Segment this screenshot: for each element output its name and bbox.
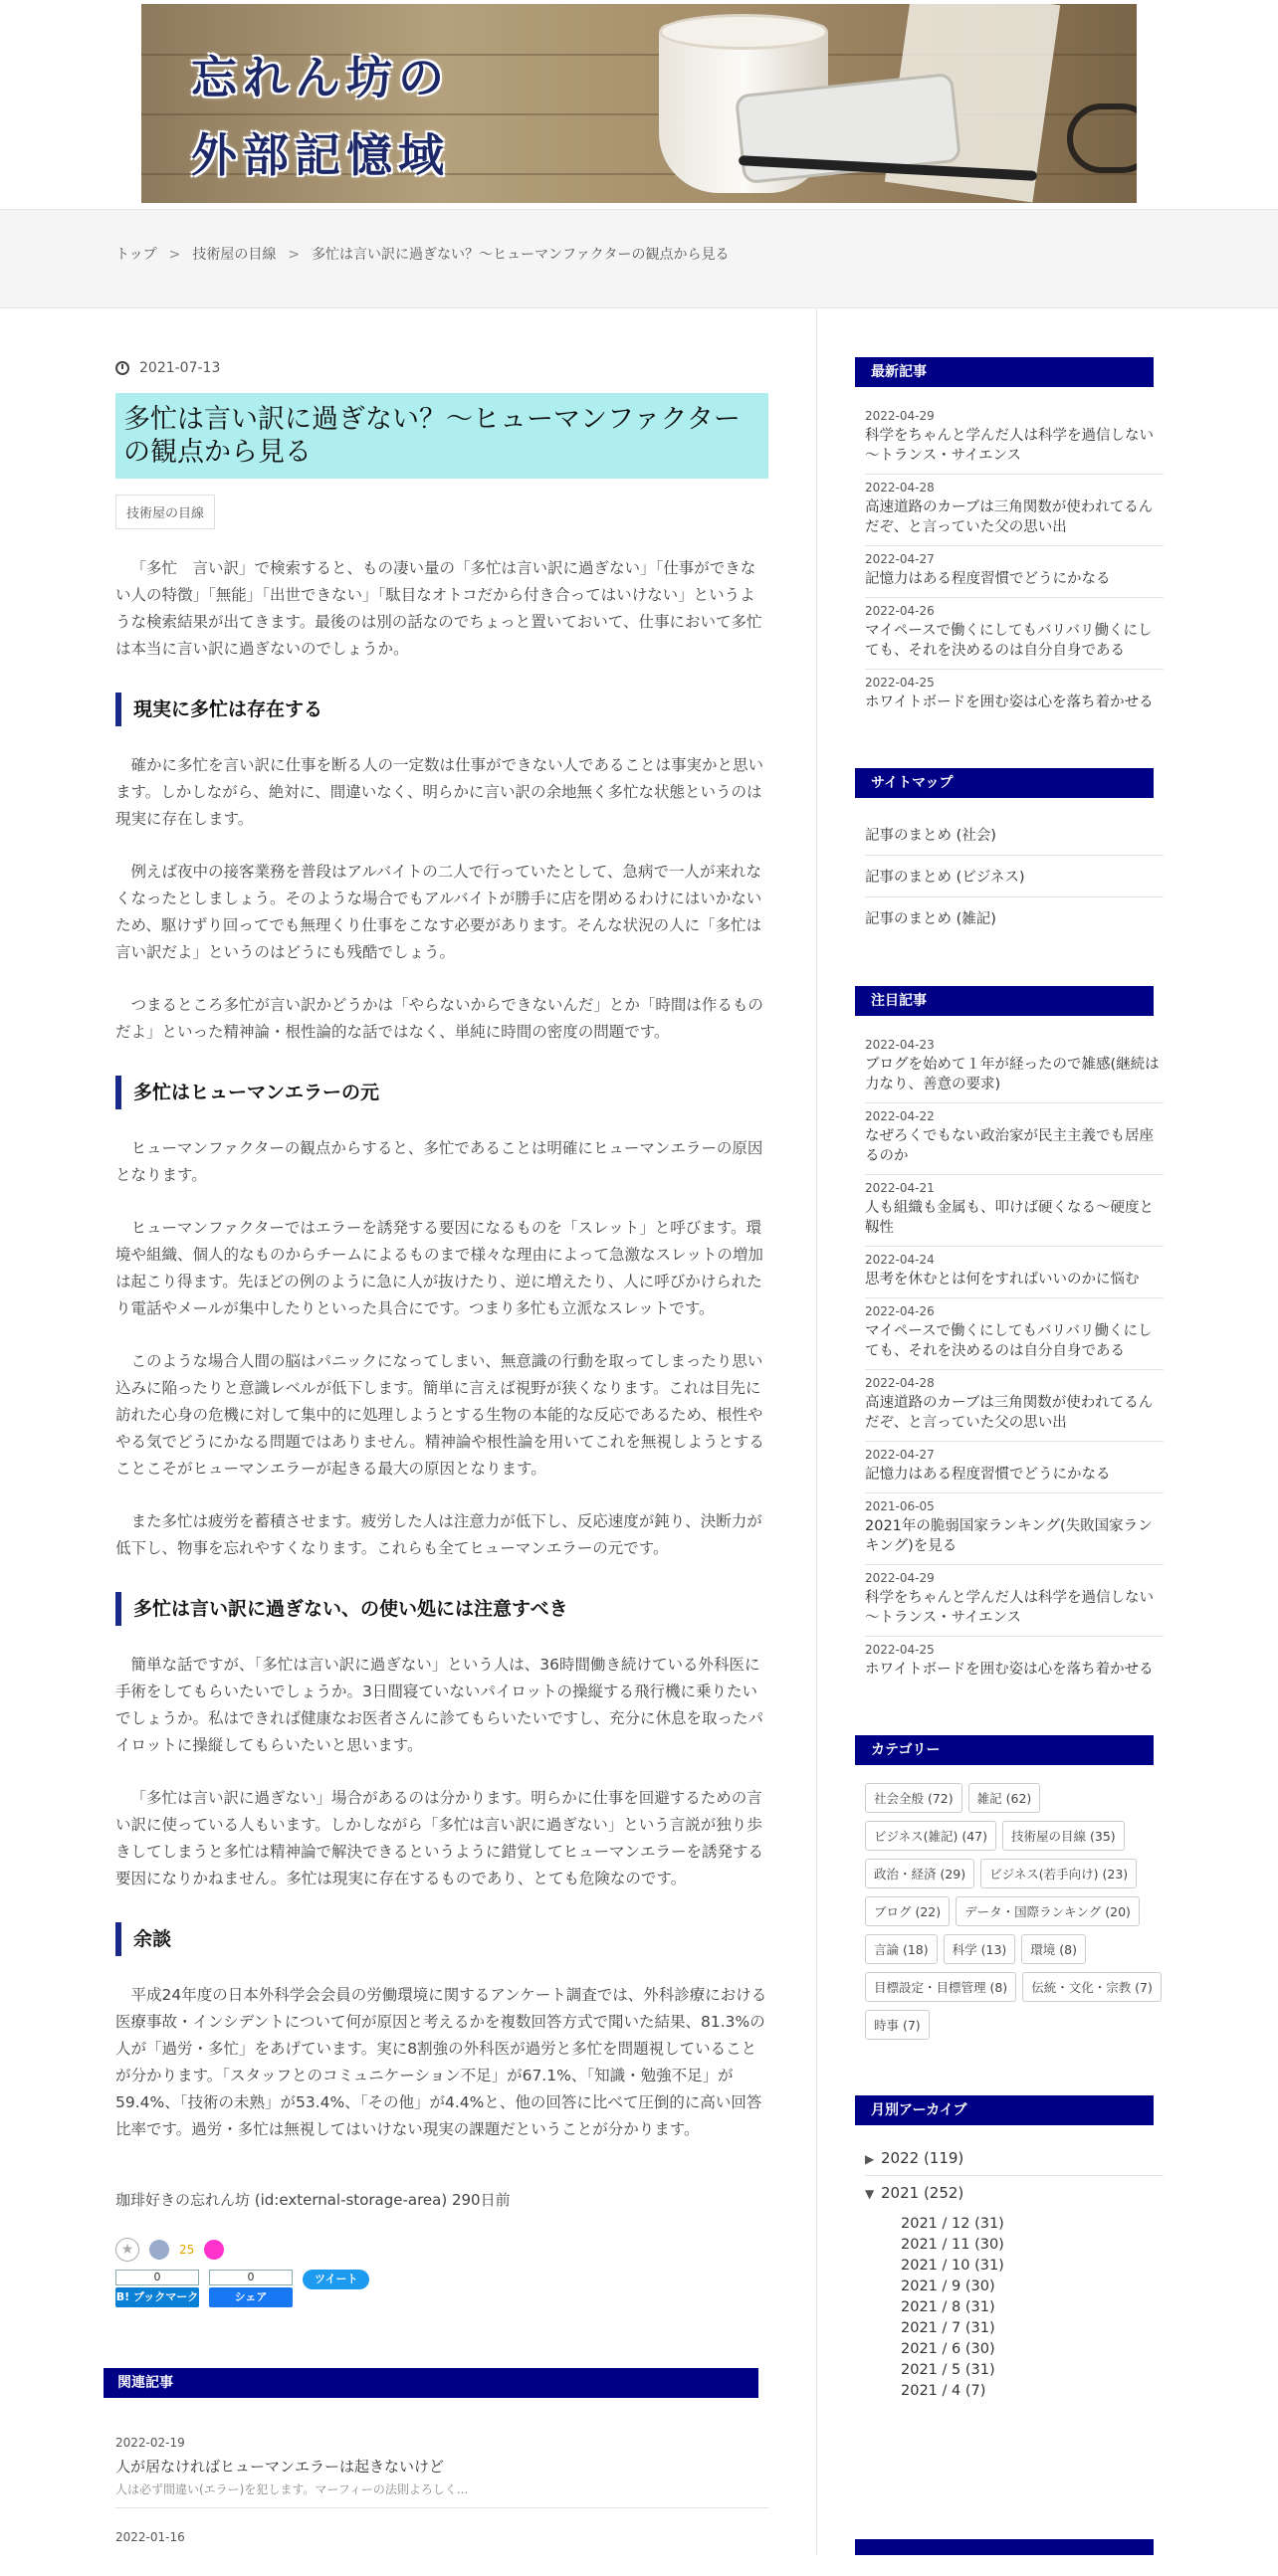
archive-month[interactable]: 2021 / 12 (31) (901, 2216, 1004, 2232)
featured-date: 2022-04-24 (865, 1253, 935, 1267)
archive-month[interactable]: 2021 / 8 (31) (901, 2299, 995, 2315)
related-heading: 関連記事 (104, 2368, 758, 2398)
category-tag[interactable]: 言論 (18) (865, 1934, 938, 1964)
recent-date: 2022-04-25 (865, 676, 935, 690)
featured-title[interactable]: 思考を休むとは何をすればいいのかに悩む (865, 1272, 1140, 1288)
featured-list (855, 1032, 1164, 1687)
featured-item[interactable] (865, 1032, 1164, 1103)
featured-title[interactable]: 2021年の脆弱国家ランキング(失敗国家ランキング)を見る (865, 1518, 1153, 1554)
collapse-triangle-icon[interactable]: ▼ (865, 2187, 875, 2201)
section-paragraph: 例えば夜中の接客業務を普段はアルバイトの二人で行っていたとして、急病で一人が来れなくなったとしましょう。そのような場合でもアルバイトが勝手に店を閉めるわけにはいかないため、駆けずり回ってでも無理くり仕事をこなす必要があります。そんな状況の人に「多忙は言い訳だよ」というのはどうにも残酷でしょう。 (115, 863, 762, 961)
related-snippet: 人は必ず間違い(エラー)を犯します。マーフィーの法則よろしく... (115, 2482, 469, 2496)
recent-list (855, 403, 1164, 720)
archive-year[interactable] (865, 2141, 1164, 2176)
star-user-avatar[interactable] (204, 2240, 224, 2260)
share-buttons (115, 2270, 768, 2307)
featured-title[interactable]: 科学をちゃんと学んだ人は科学を過信しない～トランス・サイエンス (865, 1590, 1154, 1626)
recent-title[interactable]: 高速道路のカーブは三角関数が使われてるんだぞ、と言っていた父の思い出 (865, 499, 1154, 535)
archive-month[interactable]: 2021 / 7 (31) (901, 2320, 995, 2336)
archive-month[interactable]: 2021 / 9 (30) (901, 2279, 995, 2294)
featured-item[interactable] (865, 1442, 1164, 1493)
section-heading: 多忙はヒューマンエラーの元 (115, 1076, 768, 1109)
archive-months (865, 2210, 1164, 2402)
category-tag[interactable]: ビジネス(雑記) (47) (865, 1821, 996, 1851)
site-header (0, 0, 1278, 209)
category-tag[interactable]: 目標設定・目標管理 (8) (865, 1972, 1016, 2002)
category-tags (855, 1783, 1164, 2040)
breadcrumb-bar (0, 209, 1278, 308)
featured-date: 2022-04-26 (865, 1304, 935, 1318)
featured-date: 2022-04-21 (865, 1181, 935, 1195)
sidebar (855, 357, 1164, 2402)
related-date: 2022-01-16 (115, 2530, 185, 2544)
article (115, 353, 768, 2307)
category-tag[interactable]: 雑記 (62) (968, 1783, 1041, 1813)
section-paragraph: 「多忙は言い訳に過ぎない」場合があるのは分かります。明らかに仕事を回避するための言い訳に使っている人もいます。しかしながら「多忙は言い訳に過ぎない」という言説が独り歩きしてしまうと多忙は精神論で解決できるというように錯覚してヒューマンエラーを誘発する要因になりかねません。多忙は現実に存在するものであり、とても危険なのです。 (115, 1789, 764, 1887)
recent-date: 2022-04-28 (865, 481, 935, 495)
recent-item[interactable] (865, 403, 1164, 475)
section-paragraph: 簡単な話ですが、「多忙は言い訳に過ぎない」という人は、36時間働き続けている外科医に手術をしてもらいたいでしょうか。3日間寝ていないパイロットの操縦する飛行機に乗りたいでしょうか。私はできれば健康なお医者さんに診てもらいたいですし、充分に休息を取ったパイロットに操縦してもらいたいと思います。 (115, 1656, 764, 1754)
category-tag[interactable]: ビジネス(若手向け) (23) (980, 1859, 1137, 1888)
featured-item[interactable] (865, 1637, 1164, 1687)
section-paragraph: また多忙は疲労を蓄積させます。疲労した人は注意力が低下し、反応速度が鈍り、決断力が低下し、物事を忘れやすくなります。これらも全てヒューマンエラーの元です。 (115, 1512, 762, 1557)
hatena-bookmark-button[interactable] (115, 2270, 199, 2307)
featured-date: 2022-04-27 (865, 1448, 935, 1462)
add-star-icon[interactable]: ★ (115, 2238, 139, 2262)
recent-title[interactable]: 記憶力はある程度習慣でどうにかなる (865, 571, 1111, 587)
featured-heading: 注目記事 (855, 986, 1154, 1016)
featured-date: 2021-06-05 (865, 1499, 935, 1513)
featured-date: 2022-04-23 (865, 1038, 935, 1052)
category-tag[interactable]: 技術屋の目線 (35) (1002, 1821, 1125, 1851)
article-date-text: 2021-07-13 (139, 360, 221, 376)
recent-date: 2022-04-26 (865, 604, 935, 618)
archive-month[interactable]: 2021 / 5 (31) (901, 2362, 995, 2378)
categories-heading: カテゴリー (855, 1735, 1154, 1765)
featured-date: 2022-04-25 (865, 1643, 935, 1657)
article-author[interactable]: 珈琲好きの忘れん坊 (id:external-storage-area) 290日前 (115, 2191, 511, 2209)
site-title[interactable] (191, 39, 450, 194)
category-tag[interactable]: 時事 (7) (865, 2010, 930, 2040)
breadcrumb-separator: > (288, 247, 301, 263)
banner-cup-rim (659, 14, 828, 50)
star-count[interactable]: 25 (179, 2243, 195, 2257)
related-date: 2022-02-19 (115, 2436, 185, 2450)
category-tag[interactable]: 環境 (8) (1021, 1934, 1086, 1964)
archive-year[interactable] (865, 2176, 1164, 2210)
article-date (115, 353, 768, 383)
related-title[interactable]: 人が居なければヒューマンエラーは起きないけど (115, 2458, 445, 2476)
site-banner[interactable] (141, 4, 1137, 203)
breadcrumb-category[interactable]: 技術屋の目線 (192, 247, 277, 263)
category-tag[interactable]: ブログ (22) (865, 1896, 950, 1926)
recent-item[interactable] (865, 670, 1164, 720)
archive-month[interactable]: 2021 / 10 (31) (901, 2258, 1004, 2274)
star-bar (115, 2238, 768, 2262)
featured-item[interactable] (865, 1103, 1164, 1175)
sitemap-item[interactable]: 記事のまとめ (ビジネス) (865, 856, 1164, 897)
recent-item[interactable] (865, 475, 1164, 546)
related-item[interactable] (115, 2436, 768, 2508)
section-heading: 現実に多忙は存在する (115, 693, 768, 726)
section-paragraph: このような場合人間の脳はパニックになってしまい、無意識の行動を取ってしまったり思い込みに陥ったりと意識レベルが低下します。簡単に言えば視野が狭くなります。これは目先に訪れた心身の危機に対して集中的に処理しようとする生物の本能的な反応であるため、根性ややる気でどうにかなる問題ではありません。精神論や根性論を用いてこれを無視しようとすることこそがヒューマンエラーが起きる最大の原因となります。 (115, 1352, 764, 1478)
site-title-line1: 忘れん坊の (191, 51, 450, 104)
featured-date: 2022-04-28 (865, 1376, 935, 1390)
featured-item[interactable] (865, 1175, 1164, 1247)
featured-title[interactable]: ホワイトボードを囲む姿は心を落ち着かせる (865, 1662, 1154, 1678)
breadcrumb (115, 244, 730, 264)
hatena-label[interactable]: B! ブックマーク (115, 2287, 199, 2307)
category-tag[interactable]: 科学 (13) (944, 1934, 1016, 1964)
article-title: 多忙は言い訳に過ぎない？～ヒューマンファクターの観点から見る (115, 393, 768, 479)
expand-triangle-icon[interactable]: ▶ (865, 2152, 875, 2166)
section-paragraph: つまるところ多忙が言い訳かどうかは「やらないからできないんだ」とか「時間は作るものだよ」といった精神論・根性論的な話ではなく、単純に時間の密度の問題です。 (115, 996, 763, 1041)
recent-heading: 最新記事 (855, 357, 1154, 387)
section-paragraph: ヒューマンファクターではエラーを誘発する要因になるものを「スレット」と呼びます。環境や組織、個人的なものからチームによるものまで様々な理由によって急激なスレットの増加は起こり得ます。先ほどの例のように急に人が抜けたり、逆に増えたり、人に呼びかけられたり電話やメールが集中したりといった具合にです。つまり多忙も立派なスレットです。 (115, 1219, 763, 1317)
article-intro: 「多忙 言い訳」で検索すると、もの凄い量の「多忙は言い訳に過ぎない」「仕事ができない人の特徴」「無能」「出世できない」「駄目なオトコだから付き合ってはいけない」というような検索結果が出てきます。最後のは別の話なのでちょっと置いておいて、仕事において多忙は本当に言い訳に過ぎないのでしょうか。 (115, 559, 762, 658)
site-title-line2: 外部記憶域 (191, 128, 450, 182)
recent-item[interactable] (865, 598, 1164, 670)
hatena-count: 0 (115, 2270, 199, 2285)
featured-date: 2022-04-29 (865, 1571, 935, 1585)
archive-year-label[interactable]: 2021 (252) (881, 2184, 964, 2202)
facebook-share-button[interactable] (209, 2270, 293, 2307)
section-paragraph: 平成24年度の日本外科学会会員の労働環境に関するアンケート調査では、外科診療における医療事故・インシデントについて何が原因と考えるかを複数回答方式で聞いた結果、81.3%の人が「過労・多忙」をあげています。実に8割強の外科医が過労と多忙を問題視していることが分かります。「スタッフとのコミュニケーション不足」が67.1%、「知識・勉強不足」が59.4%、「技術の未熟」が53.4%、「その他」が4.4%と、他の回答に比べて圧倒的に高い回答比率です。過労・多忙は無視してはいけない現実の課題だということが分かります。 (115, 1986, 767, 2138)
featured-title[interactable]: 人も組織も金属も、叩けば硬くなる～硬度と靱性 (865, 1200, 1154, 1236)
featured-title[interactable]: なぜろくでもない政治家が民主主義でも居座るのか (865, 1128, 1154, 1164)
category-tag[interactable]: 社会全般 (72) (865, 1783, 962, 1813)
archive-month[interactable]: 2021 / 11 (30) (901, 2237, 1004, 2253)
section-heading: 余談 (115, 1922, 768, 1956)
section-paragraph: ヒューマンファクターの観点からすると、多忙であることは明確にヒューマンエラーの原因となります。 (115, 1139, 763, 1184)
featured-title[interactable]: マイペースで働くにしてもバリバリ働くにしても、それを決めるのは自分自身である (865, 1323, 1153, 1359)
featured-item[interactable] (865, 1493, 1164, 1565)
featured-item[interactable] (865, 1298, 1164, 1370)
category-tag[interactable]: 伝統・文化・宗教 (7) (1022, 1972, 1162, 2002)
archive-list (855, 2141, 1164, 2402)
recent-date: 2022-04-29 (865, 409, 935, 423)
facebook-label[interactable]: シェア (209, 2287, 293, 2307)
breadcrumb-top[interactable]: トップ (115, 247, 157, 263)
category-tag[interactable]: データ・国際ランキング (20) (956, 1896, 1140, 1926)
featured-title[interactable]: ブログを始めて１年が経ったので雑感(継続は力なり、善意の要求) (865, 1057, 1160, 1092)
sidebar-next-heading (855, 2539, 1154, 2555)
sitemap-item[interactable]: 記事のまとめ (雑記) (865, 911, 996, 927)
sitemap-heading: サイトマップ (855, 768, 1154, 798)
sitemap-item[interactable]: 記事のまとめ (社会) (865, 814, 1164, 856)
column-divider (816, 308, 817, 2555)
recent-item[interactable] (865, 546, 1164, 598)
recent-title[interactable]: 科学をちゃんと学んだ人は科学を過信しない～トランス・サイエンス (865, 428, 1154, 464)
featured-date: 2022-04-22 (865, 1109, 935, 1123)
featured-title[interactable]: 高速道路のカーブは三角関数が使われてるんだぞ、と言っていた父の思い出 (865, 1395, 1154, 1431)
star-user-avatar[interactable] (149, 2240, 169, 2260)
archive-month[interactable]: 2021 / 6 (30) (901, 2341, 995, 2357)
recent-date: 2022-04-27 (865, 552, 935, 566)
clock-icon (115, 361, 129, 375)
archive-year-label[interactable]: 2022 (119) (881, 2149, 964, 2167)
banner-glasses (1067, 103, 1137, 173)
section-heading: 多忙は言い訳に過ぎない、の使い処には注意すべき (115, 1592, 768, 1626)
featured-item[interactable] (865, 1247, 1164, 1298)
sitemap-list (855, 814, 1164, 938)
featured-item[interactable] (865, 1370, 1164, 1442)
recent-title[interactable]: ホワイトボードを囲む姿は心を落ち着かせる (865, 694, 1154, 710)
featured-title[interactable]: 記憶力はある程度習慣でどうにかなる (865, 1467, 1111, 1483)
archive-heading: 月別アーカイブ (855, 2095, 1154, 2125)
breadcrumb-current: 多忙は言い訳に過ぎない？～ヒューマンファクターの観点から見る (312, 247, 730, 263)
featured-item[interactable] (865, 1565, 1164, 1637)
tweet-button[interactable]: ツイート (303, 2270, 369, 2289)
recent-title[interactable]: マイペースで働くにしてもバリバリ働くにしても、それを決めるのは自分自身である (865, 623, 1153, 659)
section-paragraph: 確かに多忙を言い訳に仕事を断る人の一定数は仕事ができない人であることは事実かと思います。しかしながら、絶対に、間違いなく、明らかに言い訳の余地無く多忙な状態というのは現実に存在します。 (115, 756, 764, 828)
archive-month[interactable]: 2021 / 4 (7) (901, 2383, 986, 2399)
category-tag[interactable]: 政治・経済 (29) (865, 1859, 974, 1888)
facebook-count: 0 (209, 2270, 293, 2285)
article-category-tag[interactable]: 技術屋の目線 (115, 495, 215, 529)
breadcrumb-separator: > (168, 247, 181, 263)
related-item[interactable] (115, 2530, 768, 2554)
